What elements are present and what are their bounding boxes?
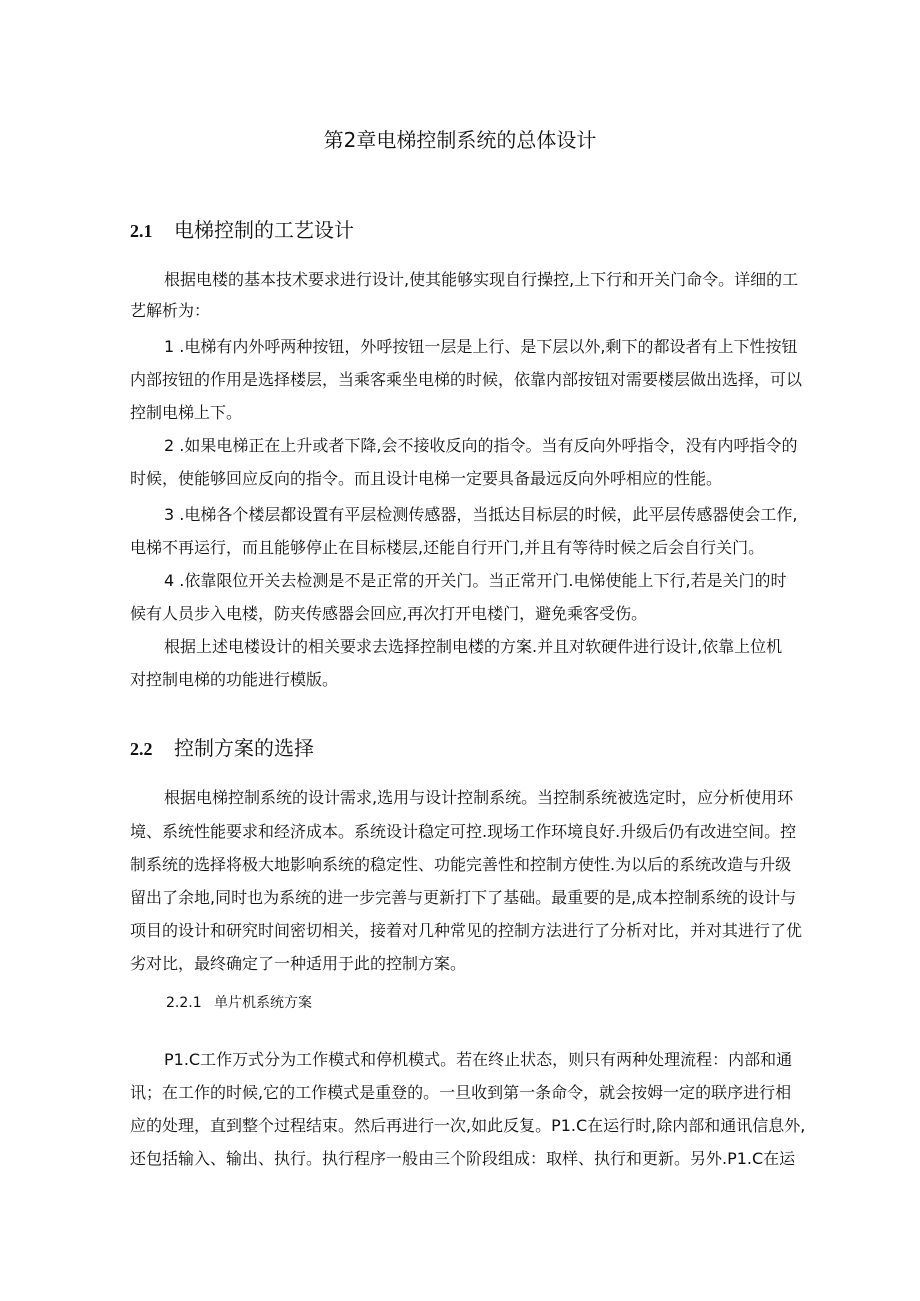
paragraph-line: 境、系统性能要求和经济成本。系统设计稳定可控.现场工作环境良好.升级后仍有改进空间。控	[130, 822, 797, 841]
paragraph-line: 对控制电梯的功能进行模版。	[130, 670, 339, 689]
subsection-number: 2.2.1	[166, 995, 202, 1011]
paragraph-line: 1 .电梯有内外呼两种按钮，外呼按钮一层是上行、是下层以外,剩下的都设者有上下性按钮	[164, 337, 798, 356]
paragraph-line: 根据电梯控制系统的设计需求,选用与设计控制系统。当控制系统被选定时，应分析使用环	[164, 788, 794, 807]
section-number: 2.1	[130, 221, 153, 241]
paragraph-line: 根据上述电楼设计的相关要求去选择控制电楼的方案.并且对软硬件进行设计,依靠上位机	[164, 637, 783, 656]
paragraph-line: 留出了余地,同时也为系统的进一步完善与更新打下了基础。最重要的是,成本控制系统的设计与	[130, 888, 797, 907]
paragraph-line: 4 .依靠限位开关去检测是不是正常的开关门。当正常开门.电悌使能上下行,若是关门的时	[164, 571, 787, 590]
section-number: 2.2	[130, 739, 153, 759]
section-heading-2-2	[130, 732, 314, 761]
subsection-heading-2-2-1	[166, 992, 312, 1012]
paragraph-line: 候有人员步入电楼，防夹传感器会回应,再次打开电楼门，避免乘客受伤。	[130, 604, 648, 623]
paragraph-line: 还包括输入、输出、执行。执行程序一般由三个阶段组成：取样、执行和更新。另外.P1.C在运	[130, 1149, 796, 1168]
subsection-title: 单片机系统方案	[214, 995, 312, 1011]
paragraph-line: 控制电梯上下。	[130, 403, 243, 422]
paragraph-line: 2 .如果电梯正在上升或者下降,会不接收反向的指令。当有反向外呼指令，没有内呼指令的	[164, 436, 798, 455]
section-title: 电梯控制的工艺设计	[174, 218, 354, 242]
section-heading-2-1	[130, 214, 354, 243]
paragraph-line: 应的处理，直到整个过程结束。然后再进行一次,如此反复。P1.C在运行时,除内部和通讯信息外,	[130, 1116, 806, 1135]
paragraph-line: P1.C工作万式分为工作模式和停机模式。若在终止状态，则只有两种处理流程：内部和通	[164, 1050, 793, 1069]
paragraph-line: 讯；在工作的时候,它的工作模式是重登的。一旦收到第一条命令，就会按姆一定的联序进行相	[130, 1083, 792, 1102]
paragraph-line: 电梯不再运行，而且能够停止在目标楼层,还能自行开门,并且有等待时候之后会自行关门。	[130, 538, 765, 557]
chapter-title: 第2章电梯控制系统的总体设计	[323, 128, 597, 152]
paragraph-line: 时候，使能够回应反向的指令。而且设计电梯一定要具备最远反向外呼相应的性能。	[130, 469, 723, 488]
section-title: 控制方案的选择	[174, 736, 314, 760]
paragraph-line: 根据电楼的基本技术要求进行设计,使其能够实现自行操控,上下行和开关门命令。详细的工	[164, 270, 799, 289]
paragraph-line: 项目的设计和研究时间密切相关，接着对几种常见的控制方法进行了分析对比，并对其进行了优	[130, 921, 803, 940]
paragraph-line: 内部按钮的作用是选择楼层，当乘客乘坐电梯的时候，依靠内部按钮对需要楼层做出选择，可以	[130, 370, 803, 389]
paragraph-line: 劣对比，最终确定了一种适用于此的控制方案。	[130, 954, 467, 973]
paragraph-line: 3 .电梯各个楼层都设置有平层检测传感器，当抵达目标层的时候，此平层传感器使会工作,	[164, 505, 798, 524]
paragraph-line: 制系统的选择将极大地影响系统的稳定性、功能完善性和控制方使性.为以后的系统改造与升级	[130, 855, 792, 874]
paragraph-line: 艺解析为：	[130, 301, 211, 320]
